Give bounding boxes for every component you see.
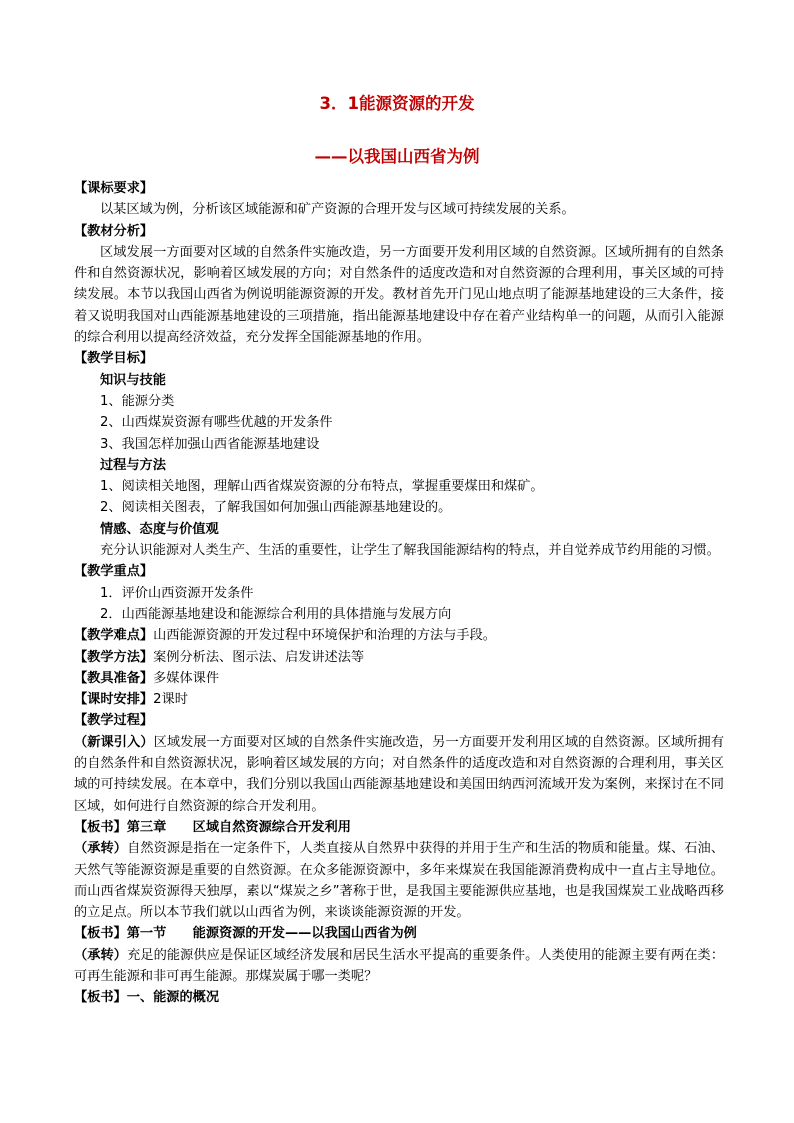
list-item: 1．评价山西资源开发条件 [100,585,254,601]
document-subtitle: ——以我国山西省为例 [314,147,480,166]
subheading-zhishi: 知识与技能 [100,372,166,388]
list-item: 3、我国怎样加强山西省能源基地建设 [100,436,320,452]
section-heading-keshi: 【课时安排】 [74,692,154,708]
process-lead: （承转） [74,947,128,963]
document-title: 3．1能源资源的开发 [319,94,475,113]
process-paragraph [74,923,724,944]
section-heading-jiaoju: 【教具准备】 [74,670,154,686]
process-lead: 【板书】 [74,819,127,835]
list-item: 2、山西煤炭资源有哪些优越的开发条件 [100,415,333,431]
paragraph-jiaocai: 区域发展一方面要对区域的自然条件实施改造，另一方面要开发利用区域的自然资源。区域所拥有的自然条件和自然资源状况，影响着区域发展的方向；对自然条件的适度改造和对自然资源的合理利用，事关区域的可持续发展。本节以我国山西省为例说明能源资源的开发。教材首先开门见山地点明了能源基地建设的三大条件，接着又说明我国对山西能源基地建设的三项措施，指出能源基地建设中存在着产业结构单一的问题，从而引入能源的综合利用以提高经济效益，充分发挥全国能源基地的作用。 [74,244,724,346]
text-fangfa: 案例分析法、图示法、启发讲述法等 [153,649,365,665]
process-paragraph [74,817,724,838]
section-heading-jiaocai: 【教材分析】 [74,223,154,239]
subheading-qinggan: 情感、态度与价值观 [100,521,219,537]
process-lead: 【板书】 [74,926,127,942]
list-item: 1、阅读相关地图，理解山西省煤炭资源的分布特点，掌握重要煤田和煤矿。 [100,479,544,495]
paragraph-qinggan: 充分认识能源对人类生产、生活的重要性，让学生了解我国能源结构的特点，并自觉养成节约用能的习惯。 [100,543,720,559]
list-item: 2．山西能源基地建设和能源综合利用的具体措施与发展方向 [100,606,452,622]
process-lead: 【板书】 [74,990,127,1006]
section-heading-mubiao: 【教学目标】 [74,351,154,367]
process-text: 一、能源的概况 [126,990,220,1006]
process-text: 区域发展一方面要对区域的自然条件实施改造，另一方面要开发利用区域的自然资源。区域所拥有的自然条件和自然资源状况，影响着区域发展的方向；对自然条件的适度改造和对自然资源的合理利用，事关区域的可持续发展。在本章中，我们分别以我国山西能源基地建设和美国田纳西河流域开发为案例，来探讨在不同区域，如何进行自然资源的综合开发利用。 [74,734,725,814]
process-paragraph [74,945,724,988]
section-heading-nandian: 【教学难点】 [74,628,154,644]
text-keshi: 2课时 [153,692,188,708]
section-heading-zhongdian: 【教学重点】 [74,564,154,580]
process-paragraph [74,732,724,817]
process-text: 充足的能源供应是保证区域经济发展和居民生活水平提高的重要条件。人类使用的能源主要有两在类：可再生能源和非可再生能源。那煤炭属于哪一类呢？ [74,947,725,984]
line-keshi [74,689,724,710]
list-item: 1、能源分类 [100,393,175,409]
document-body [74,178,724,1009]
section-heading-fangfa: 【教学方法】 [74,649,154,665]
line-fangfa [74,647,724,668]
process-text: 自然资源是指在一定条件下，人类直接从自然界中获得的并用于生产和生活的物质和能量。煤、石油、天然气等能源资源是重要的自然资源。在众多能源资源中，多年来煤炭在我国能源消费构成中一直占主导地位。而山西省煤炭资源得天独厚，素以“煤炭之乡”著称于世，是我国主要能源供应基地，也是我国煤炭工业战略西移的立足点。所以本节我们就以山西省为例，来谈谈能源资源的开发。 [74,841,725,921]
process-paragraph [74,987,724,1008]
paragraph-kebiao: 以某区域为例，分析该区域能源和矿产资源的合理开发与区域可持续发展的关系。 [100,202,575,218]
process-paragraph [74,838,724,923]
line-jiaoju [74,668,724,689]
process-lead: （承转） [74,841,128,857]
subheading-guocheng: 过程与方法 [100,457,166,473]
process-text: 第三章 区域自然资源综合开发利用 [126,819,351,835]
list-item: 2、阅读相关图表，了解我国如何加强山西能源基地建设的。 [100,500,452,516]
text-nandian: 山西能源资源的开发过程中环境保护和治理的方法与手段。 [153,628,496,644]
process-lead: （新课引入） [74,734,154,750]
text-jiaoju: 多媒体课件 [153,670,220,686]
process-text: 第一节 能源资源的开发——以我国山西省为例 [126,926,417,942]
section-heading-guocheng: 【教学过程】 [74,713,154,729]
line-nandian [74,625,724,646]
section-heading-kebiao: 【课标要求】 [74,181,154,196]
